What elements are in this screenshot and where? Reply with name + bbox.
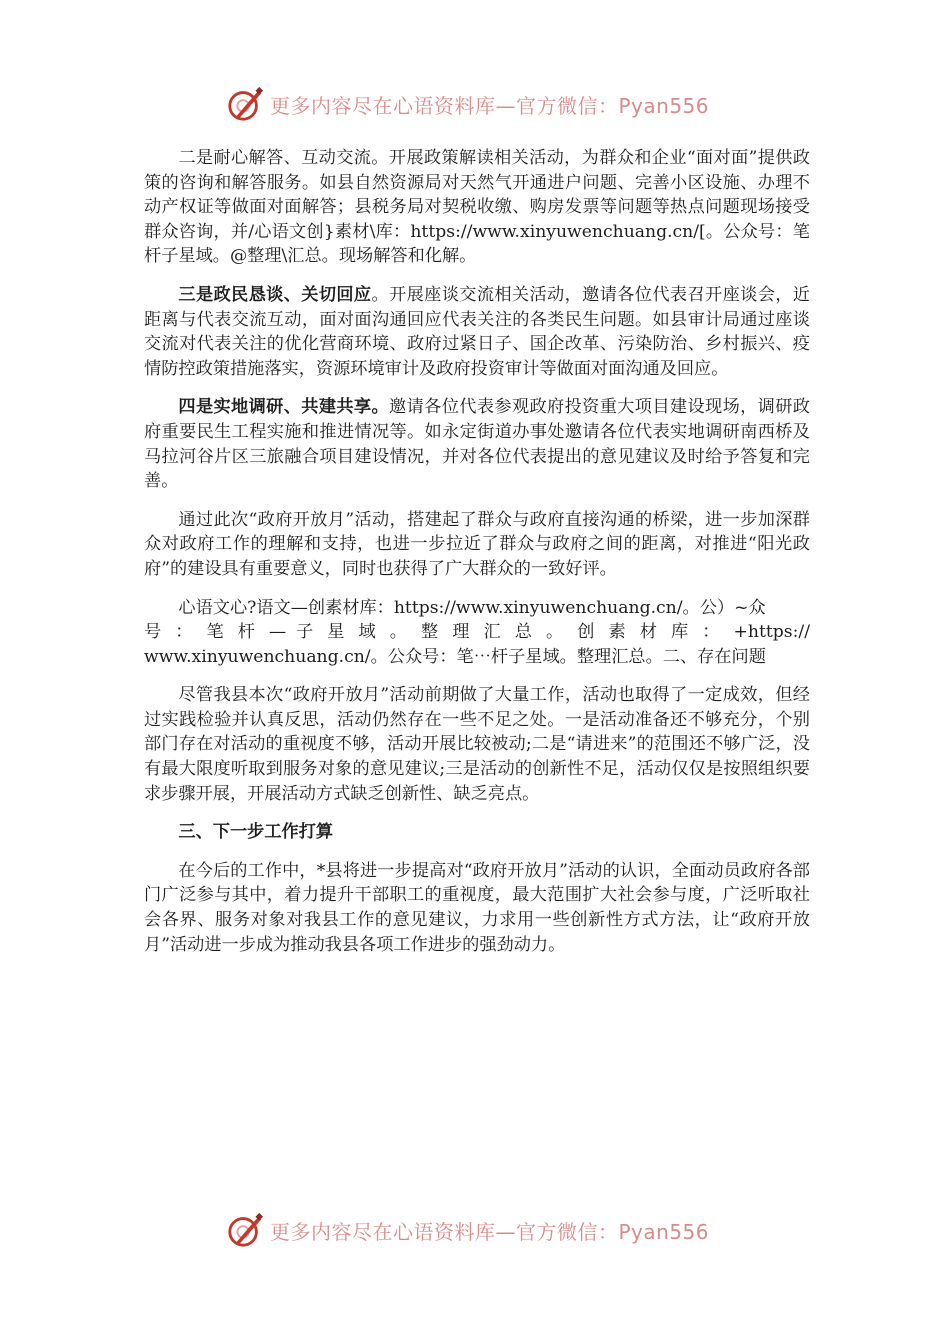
section-heading-next-steps: 三、下一步工作打算	[178, 822, 334, 843]
paragraph-dialogue-lead: 三是政民恳谈、关切回应	[178, 284, 372, 305]
watermark-line-2: 号 ： 笔 杆 — 子 星 域 。 整 理 汇 总 。 创 素 材 库 ： +https://	[144, 622, 810, 643]
paragraph-watermark-block	[144, 596, 810, 670]
pen-logo-icon	[226, 1211, 264, 1249]
watermark-line-3: www.xinyuwenchuang.cn/。公众号：笔⋯杆子星域。整理汇总。二、存在问题	[144, 646, 766, 667]
paragraph-dialogue	[144, 283, 810, 381]
paragraph-problems: 尽管我县本次“政府开放月”活动前期做了大量工作，活动也取得了一定成效，但经过实践检验并认真反思，活动仍然存在一些不足之处。一是活动准备还不够充分，个别部门存在对活动的重视度不够，活动开展比较被动;二是“请进来”的范围还不够广泛，没有最大限度听取到服务对象的意见建议;三是活动的创新性不足，活动仅仅是按照组织要求步骤开展，开展活动方式缺乏创新性、缺乏亮点。	[144, 685, 810, 804]
pen-logo-icon	[226, 85, 264, 123]
watermark-line-1: 心语文心?语文—创素材库：https://www.xinyuwenchuang.cn/。公）~众	[178, 597, 766, 618]
paragraph-patient-answers: 二是耐心解答、互动交流。开展政策解读相关活动，为群众和企业“面对面”提供政策的咨询和解答服务。如县自然资源局对天然气开通进户问题、完善小区设施、办理不动产权证等做面对面解答；县税务局对契税收缴、购房发票等问题等热点问题现场接受群众咨询，并/心语文创}素材\库：https://www.xinyuwenchuang.cn/[。公众号：笔杆子星域。@整理\汇总。现场解答和化解。	[144, 148, 810, 267]
paragraph-field-research	[144, 395, 810, 493]
document-body	[144, 146, 810, 971]
paragraph-next-steps: 在今后的工作中，*县将进一步提高对“政府开放月”活动的认识，全面动员政府各部门广泛参与其中，着力提升干部职工的重视度，最大范围扩大社会参与度，广泛听取社会各界、服务对象对我县工作的意见建议，力求用一些创新性方式方法，让“政府开放月”活动进一步成为推动我县各项工作进步的强劲动力。	[144, 860, 810, 955]
header-banner-text: 更多内容尽在心语资料库—官方微信：Pyan556	[270, 93, 710, 118]
paragraph-field-research-text: 邀请各位代表参观政府投资重大项目建设现场，调研政府重要民生工程实施和推进情况等。如永定街道办事处邀请各位代表实地调研南西桥及马拉河谷片区三旅融合项目建设情况，并对各位代表提出的意见建议及时给予答复和完善。	[144, 397, 810, 492]
header-banner	[226, 84, 726, 124]
paragraph-summary: 通过此次“政府开放月”活动，搭建起了群众与政府直接沟通的桥梁，进一步加深群众对政府工作的理解和支持，也进一步拉近了群众与政府之间的距离，对推进“阳光政府”的建设具有重要意义，同时也获得了广大群众的一致好评。	[144, 509, 810, 579]
paragraph-dialogue-text: 。开展座谈交流相关活动，邀请各位代表召开座谈会，近距离与代表交流互动，面对面沟通回应代表关注的各类民生问题。如县审计局通过座谈交流对代表关注的优化营商环境、政府过紧日子、国企改革、污染防治、乡村振兴、疫情防控政策措施落实，资源环境审计及政府投资审计等做面对面沟通及回应。	[144, 284, 810, 379]
footer-banner-text: 更多内容尽在心语资料库—官方微信：Pyan556	[270, 1219, 710, 1244]
paragraph-field-research-lead: 四是实地调研、共建共享。	[178, 397, 390, 418]
footer-banner	[226, 1210, 726, 1250]
